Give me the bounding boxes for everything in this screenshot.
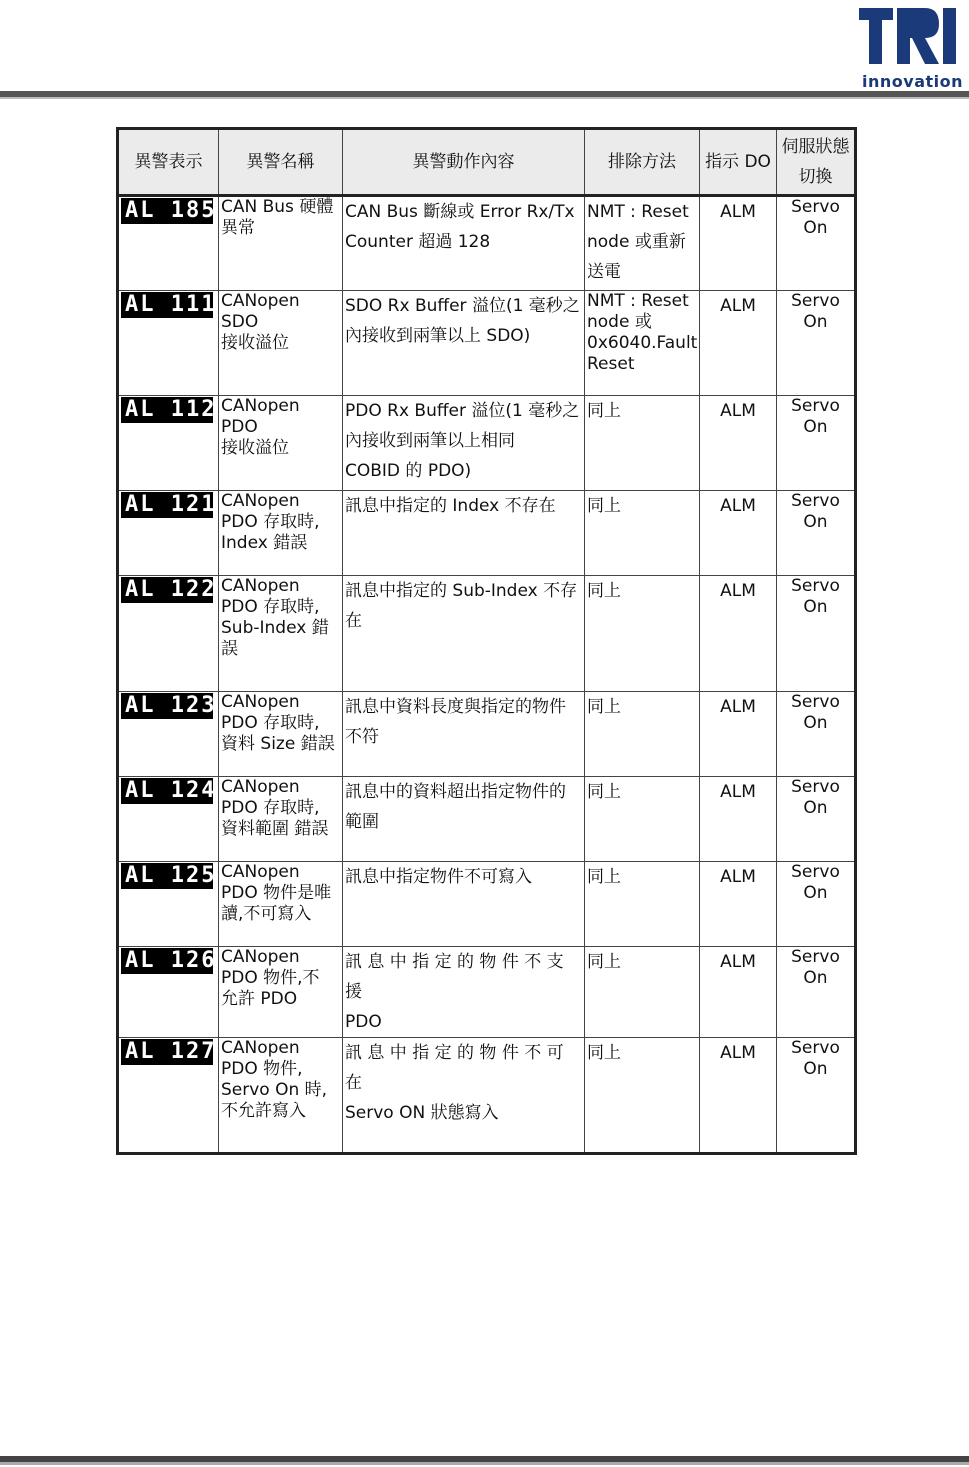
fix-method-cell xyxy=(585,862,700,947)
header-do-indicator: 指示 DO xyxy=(700,129,777,196)
alarm-content-cell xyxy=(343,196,585,291)
content-line: 範圍 xyxy=(345,812,379,832)
content-line: 訊息中資料長度與指定的物件 xyxy=(345,697,566,717)
fix-method-cell xyxy=(585,692,700,777)
content-line: 訊息中指定的 Index 不存在 xyxy=(345,496,556,516)
name-line: CANopen xyxy=(221,862,300,882)
name-line: CANopen xyxy=(221,396,300,416)
fix-line: 同上 xyxy=(587,697,621,717)
alarm-table xyxy=(116,127,857,1155)
alarm-code-display: AL 121 xyxy=(121,492,213,518)
do-cell: ALM xyxy=(700,1038,777,1154)
table-row xyxy=(118,196,856,291)
do-cell: ALM xyxy=(700,396,777,491)
name-line: CANopen xyxy=(221,777,300,797)
fix-method-cell xyxy=(585,396,700,491)
alarm-code-display: AL 126 xyxy=(121,948,213,974)
name-line: PDO 存取時, xyxy=(221,713,320,733)
servo-state-cell xyxy=(777,491,856,576)
servo-state-cell xyxy=(777,396,856,491)
content-line: 內接收到兩筆以上 SDO) xyxy=(345,326,531,346)
name-line: PDO 物件是唯 xyxy=(221,883,332,903)
alarm-content-cell xyxy=(343,291,585,396)
header-rule-light xyxy=(0,97,969,99)
content-line: 訊 息 中 指 定 的 物 件 不 可 在 xyxy=(345,1043,564,1093)
table-row xyxy=(118,1038,856,1154)
fix-method-cell xyxy=(585,491,700,576)
name-line: 允許 PDO xyxy=(221,989,298,1009)
alarm-code-display: AL 111 xyxy=(121,292,213,318)
name-line: CANopen xyxy=(221,576,300,596)
content-line: 在 xyxy=(345,611,362,631)
name-line: PDO 存取時, xyxy=(221,512,320,532)
alarm-code-display: AL 122 xyxy=(121,577,213,603)
servo-line: On xyxy=(803,218,828,238)
servo-line: On xyxy=(803,512,828,532)
fix-line: node 或 xyxy=(587,312,652,332)
alarm-code-cell xyxy=(118,396,219,491)
table-row xyxy=(118,692,856,777)
do-cell: ALM xyxy=(700,692,777,777)
name-line: CANopen xyxy=(221,947,300,967)
name-line: 資料範圍 錯誤 xyxy=(221,819,329,839)
do-cell: ALM xyxy=(700,491,777,576)
alarm-name-cell xyxy=(219,196,343,291)
table-row xyxy=(118,777,856,862)
name-line: 異常 xyxy=(221,218,255,238)
name-line: 接收溢位 xyxy=(221,438,289,458)
table-row xyxy=(118,291,856,396)
name-line: Servo On 時, xyxy=(221,1080,328,1100)
servo-line: Servo xyxy=(791,396,840,416)
name-line: Sub-Index 錯 xyxy=(221,618,329,638)
content-line: PDO xyxy=(345,1012,382,1032)
alarm-code-cell xyxy=(118,862,219,947)
content-line: 訊息中的資料超出指定物件的 xyxy=(345,782,566,802)
servo-state-cell xyxy=(777,291,856,396)
table-row xyxy=(118,491,856,576)
content-line: Counter 超過 128 xyxy=(345,232,491,252)
content-line: 訊息中指定的 Sub-Index 不存 xyxy=(345,581,578,601)
footer-rule-light xyxy=(0,1462,969,1465)
table-row xyxy=(118,947,856,1038)
content-line: 內接收到兩筆以上相同 xyxy=(345,431,515,451)
alarm-content-cell xyxy=(343,777,585,862)
tri-logo xyxy=(855,4,965,91)
servo-line: On xyxy=(803,1059,828,1079)
fix-method-cell xyxy=(585,196,700,291)
alarm-name-cell xyxy=(219,692,343,777)
tri-logo-mark xyxy=(855,4,965,74)
table-body xyxy=(118,196,856,1154)
name-line: CAN Bus 硬體 xyxy=(221,197,334,217)
fix-method-cell xyxy=(585,576,700,692)
content-line: COBID 的 PDO) xyxy=(345,461,472,481)
servo-line: Servo xyxy=(791,1038,840,1058)
content-line: Servo ON 狀態寫入 xyxy=(345,1103,499,1123)
name-line: 資料 Size 錯誤 xyxy=(221,734,335,754)
alarm-code-cell xyxy=(118,692,219,777)
name-line: CANopen xyxy=(221,291,300,311)
alarm-code-cell xyxy=(118,196,219,291)
alarm-name-cell xyxy=(219,862,343,947)
fix-line: 0x6040.Fault xyxy=(587,333,698,353)
name-line: PDO 物件, xyxy=(221,1059,303,1079)
fix-line: 同上 xyxy=(587,496,621,516)
alarm-content-cell xyxy=(343,576,585,692)
name-line: PDO 存取時, xyxy=(221,798,320,818)
fix-method-cell xyxy=(585,777,700,862)
fix-line: NMT : Reset xyxy=(587,291,689,311)
servo-line: Servo xyxy=(791,491,840,511)
servo-state-cell xyxy=(777,576,856,692)
fix-line: node 或重新 xyxy=(587,232,686,252)
fix-line: 同上 xyxy=(587,581,621,601)
servo-line: On xyxy=(803,713,828,733)
servo-line: Servo xyxy=(791,862,840,882)
alarm-name-cell xyxy=(219,396,343,491)
header-alarm-display: 異警表示 xyxy=(118,129,219,196)
alarm-code-display: AL 124 xyxy=(121,778,213,804)
fix-line: 同上 xyxy=(587,401,621,421)
header-fix-method: 排除方法 xyxy=(585,129,700,196)
servo-state-cell xyxy=(777,947,856,1038)
fix-method-cell xyxy=(585,291,700,396)
alarm-name-cell xyxy=(219,1038,343,1154)
servo-state-cell xyxy=(777,692,856,777)
servo-line: On xyxy=(803,968,828,988)
servo-line: On xyxy=(803,798,828,818)
name-line: CANopen xyxy=(221,491,300,511)
name-line: SDO xyxy=(221,312,259,332)
servo-line: Servo xyxy=(791,576,840,596)
alarm-content-cell xyxy=(343,396,585,491)
alarm-content-cell xyxy=(343,1038,585,1154)
name-line: 接收溢位 xyxy=(221,333,289,353)
table-header-row xyxy=(118,129,856,196)
name-line: CANopen xyxy=(221,692,300,712)
content-line: PDO Rx Buffer 溢位(1 毫秒之 xyxy=(345,401,580,421)
alarm-name-cell xyxy=(219,291,343,396)
fix-line: NMT : Reset xyxy=(587,202,689,222)
alarm-content-cell xyxy=(343,491,585,576)
fix-line: 送電 xyxy=(587,262,621,282)
alarm-name-cell xyxy=(219,576,343,692)
servo-state-cell xyxy=(777,1038,856,1154)
alarm-code-display: AL 127 xyxy=(121,1039,213,1065)
name-line: 誤 xyxy=(221,639,238,659)
alarm-code-display: AL 123 xyxy=(121,693,213,719)
header-alarm-action: 異警動作內容 xyxy=(343,129,585,196)
do-cell: ALM xyxy=(700,576,777,692)
name-line: 不允許寫入 xyxy=(221,1101,306,1121)
do-cell: ALM xyxy=(700,291,777,396)
fix-line: 同上 xyxy=(587,782,621,802)
logo-subtitle: innovation xyxy=(862,72,963,91)
servo-line: Servo xyxy=(791,777,840,797)
content-line: 訊息中指定物件不可寫入 xyxy=(345,867,532,887)
alarm-code-cell xyxy=(118,947,219,1038)
alarm-code-cell xyxy=(118,291,219,396)
servo-line: On xyxy=(803,883,828,903)
servo-state-cell xyxy=(777,196,856,291)
do-cell: ALM xyxy=(700,862,777,947)
table-row xyxy=(118,576,856,692)
servo-line: On xyxy=(803,312,828,332)
name-line: PDO 存取時, xyxy=(221,597,320,617)
table-row xyxy=(118,396,856,491)
alarm-name-cell xyxy=(219,777,343,862)
alarm-name-cell xyxy=(219,491,343,576)
do-cell: ALM xyxy=(700,947,777,1038)
content-line: CAN Bus 斷線或 Error Rx/Tx xyxy=(345,202,575,222)
alarm-name-cell xyxy=(219,947,343,1038)
alarm-content-cell xyxy=(343,947,585,1038)
content-line: SDO Rx Buffer 溢位(1 毫秒之 xyxy=(345,296,580,316)
servo-state-cell xyxy=(777,862,856,947)
fix-method-cell xyxy=(585,1038,700,1154)
servo-line: Servo xyxy=(791,291,840,311)
do-cell: ALM xyxy=(700,777,777,862)
alarm-code-cell xyxy=(118,576,219,692)
header-servo-state: 伺服狀態切換 xyxy=(777,129,856,196)
fix-line: 同上 xyxy=(587,867,621,887)
fix-line: Reset xyxy=(587,354,635,374)
alarm-code-cell xyxy=(118,1038,219,1154)
name-line: PDO xyxy=(221,417,258,437)
fix-line: 同上 xyxy=(587,952,621,972)
alarm-code-display: AL 125 xyxy=(121,863,213,889)
servo-line: Servo xyxy=(791,197,840,217)
name-line: PDO 物件,不 xyxy=(221,968,320,988)
content-line: 不符 xyxy=(345,727,379,747)
alarm-code-display: AL 185 xyxy=(121,198,213,224)
table-row xyxy=(118,862,856,947)
servo-state-cell xyxy=(777,777,856,862)
alarm-content-cell xyxy=(343,862,585,947)
alarm-code-display: AL 112 xyxy=(121,397,213,423)
content-line: 訊 息 中 指 定 的 物 件 不 支 援 xyxy=(345,952,564,1002)
do-cell: ALM xyxy=(700,196,777,291)
servo-line: Servo xyxy=(791,947,840,967)
servo-line: Servo xyxy=(791,692,840,712)
servo-line: On xyxy=(803,597,828,617)
name-line: Index 錯誤 xyxy=(221,533,308,553)
alarm-code-cell xyxy=(118,491,219,576)
alarm-content-cell xyxy=(343,692,585,777)
header-alarm-name: 異警名稱 xyxy=(219,129,343,196)
name-line: 讀,不可寫入 xyxy=(221,904,312,924)
fix-line: 同上 xyxy=(587,1043,621,1063)
alarm-code-cell xyxy=(118,777,219,862)
name-line: CANopen xyxy=(221,1038,300,1058)
fix-method-cell xyxy=(585,947,700,1038)
servo-line: On xyxy=(803,417,828,437)
